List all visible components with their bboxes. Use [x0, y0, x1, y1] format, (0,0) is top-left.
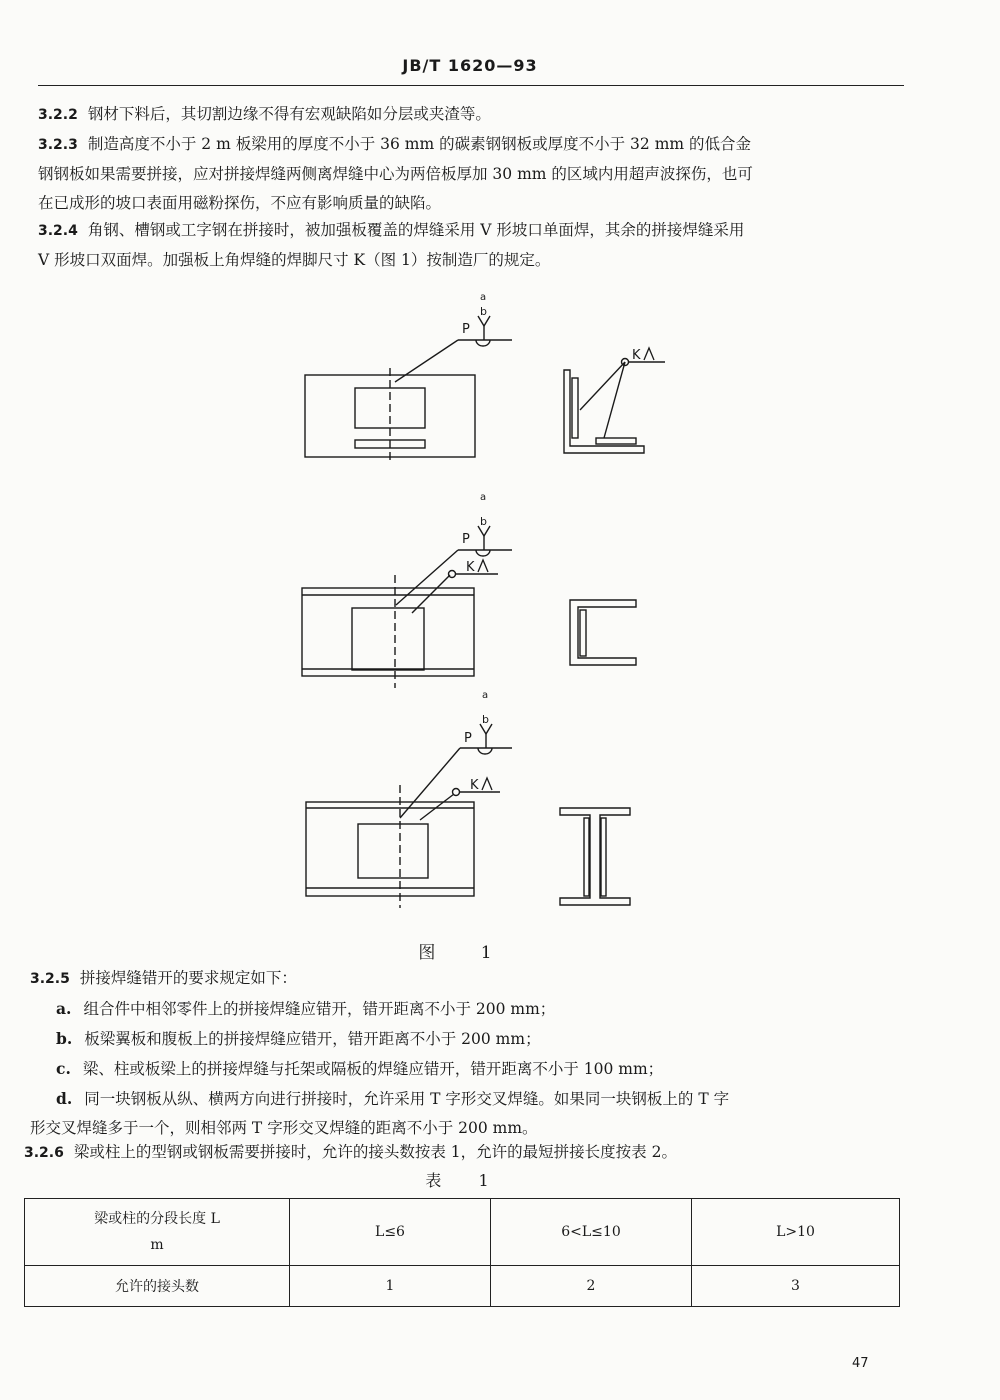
table-cell: 2 [491, 1266, 692, 1307]
fillet-weld-symbol [644, 348, 654, 360]
header-rule [38, 85, 904, 86]
clause-number: 3.2.3 [38, 137, 78, 153]
table-column-header: L≤6 [290, 1199, 491, 1266]
table-header-row [25, 1199, 900, 1266]
clause-text: 钢材下料后，其切割边缘不得有宏观缺陷如分层或夹渣等。 [87, 105, 491, 123]
list-item [30, 1054, 910, 1084]
table-column-header: L>10 [692, 1199, 900, 1266]
table-column-header: 6<L≤10 [491, 1199, 692, 1266]
weld-label-b: b [480, 515, 487, 528]
angle-splice-plan-view [305, 316, 512, 464]
table-header-label [25, 1199, 290, 1266]
weld-label-b: b [482, 713, 489, 726]
list-item-text: 组合件中相邻零件上的拼接焊缝应错开，错开距离不小于 200 mm； [83, 1000, 556, 1018]
list-item-label: c. [56, 1059, 71, 1078]
list-item [30, 1024, 910, 1054]
channel-section-view [570, 600, 636, 665]
i-beam-splice-plan-view [306, 724, 512, 908]
paragraph-3-2-2 [38, 100, 491, 130]
paragraph-3-2-3 [38, 130, 906, 218]
i-beam-section-view [560, 808, 630, 905]
page-number: 47 [852, 1356, 869, 1371]
paragraph-3-2-5 [30, 964, 910, 1143]
paragraph-3-2-4 [38, 216, 906, 275]
paragraph-3-2-6 [24, 1138, 677, 1168]
table-caption: 表 1 [425, 1171, 505, 1190]
weld-label-a: a [482, 690, 489, 701]
fillet-weld-label-k: K [470, 778, 479, 793]
list-item-text: 梁、柱或板梁上的拼接焊缝与托架或隔板的焊缝应错开，错开距离不小于 100 mm； [82, 1060, 664, 1078]
angle-section-view [564, 359, 665, 454]
clause-number: 3.2.4 [38, 223, 78, 239]
table-cell: 3 [692, 1266, 900, 1307]
figure-caption: 图 1 [418, 943, 512, 963]
weld-label-a: a [480, 292, 487, 303]
list-item-continuation: 形交叉焊缝多于一个，则相邻两 T 字形交叉焊缝的距离不小于 200 mm。 [30, 1119, 538, 1137]
list-item [30, 1084, 910, 1114]
table-row-label: 允许的接头数 [25, 1266, 290, 1307]
header-label-line: 梁或柱的分段长度 L [94, 1211, 220, 1227]
clause-number: 3.2.5 [30, 971, 70, 987]
fillet-weld-label-k: K [632, 348, 641, 363]
list-item-text: 同一块钢板从纵、横两方向进行拼接时，允许采用 T 字形交叉焊缝。如果同一块钢板上的 T 字 [84, 1090, 730, 1108]
clause-text-line: 制造高度不小于 2 m 板梁用的厚度不小于 36 mm 的碳素钢钢板或厚度不小于 32 mm 的低合金 [87, 135, 752, 153]
list-item-label: b. [56, 1029, 73, 1048]
channel-splice-plan-view [302, 526, 512, 688]
list-item-text: 板梁翼板和腹板上的拼接焊缝应错开，错开距离不小于 200 mm； [84, 1030, 541, 1048]
clause-text-line: 角钢、槽钢或工字钢在拼接时，被加强板覆盖的焊缝采用 V 形坡口单面焊，其余的拼接焊缝采用 [87, 221, 745, 239]
weld-label-p: P [462, 322, 470, 337]
table-cell: 1 [290, 1266, 491, 1307]
table-1-joint-count [24, 1198, 900, 1307]
weld-label-p: P [464, 731, 472, 746]
fillet-weld-label-k: K [466, 560, 475, 575]
header-label-unit: m [150, 1237, 164, 1253]
clause-text-line: V 形坡口双面焊。加强板上角焊缝的焊脚尺寸 K（图 1）按制造厂的规定。 [38, 251, 551, 269]
list-item-label: d. [56, 1089, 73, 1108]
standard-code-header: JB/T 1620—93 [402, 56, 538, 75]
clause-text: 梁或柱上的型钢或钢板需要拼接时，允许的接头数按表 1，允许的最短拼接长度按表 2。 [73, 1143, 677, 1161]
clause-text-line: 钢钢板如果需要拼接，应对拼接焊缝两侧离焊缝中心为两倍板厚加 30 mm 的区域内用超声波探伤，也可 [38, 165, 753, 183]
weld-label-p: P [462, 532, 470, 547]
clause-number: 3.2.2 [38, 107, 78, 123]
weld-label-b: b [480, 305, 487, 318]
weld-label-a: a [480, 492, 487, 503]
clause-number: 3.2.6 [24, 1145, 64, 1161]
figure-1-splice-drawings [0, 270, 1000, 930]
list-item-label: a. [56, 999, 72, 1018]
list-item [30, 994, 910, 1024]
fillet-weld-symbol [482, 778, 492, 790]
clause-text-line: 在已成形的坡口表面用磁粉探伤，不应有影响质量的缺陷。 [38, 194, 442, 212]
fillet-weld-symbol [478, 560, 488, 572]
clause-intro: 拼接焊缝错开的要求规定如下： [79, 969, 297, 987]
table-row [25, 1266, 900, 1307]
